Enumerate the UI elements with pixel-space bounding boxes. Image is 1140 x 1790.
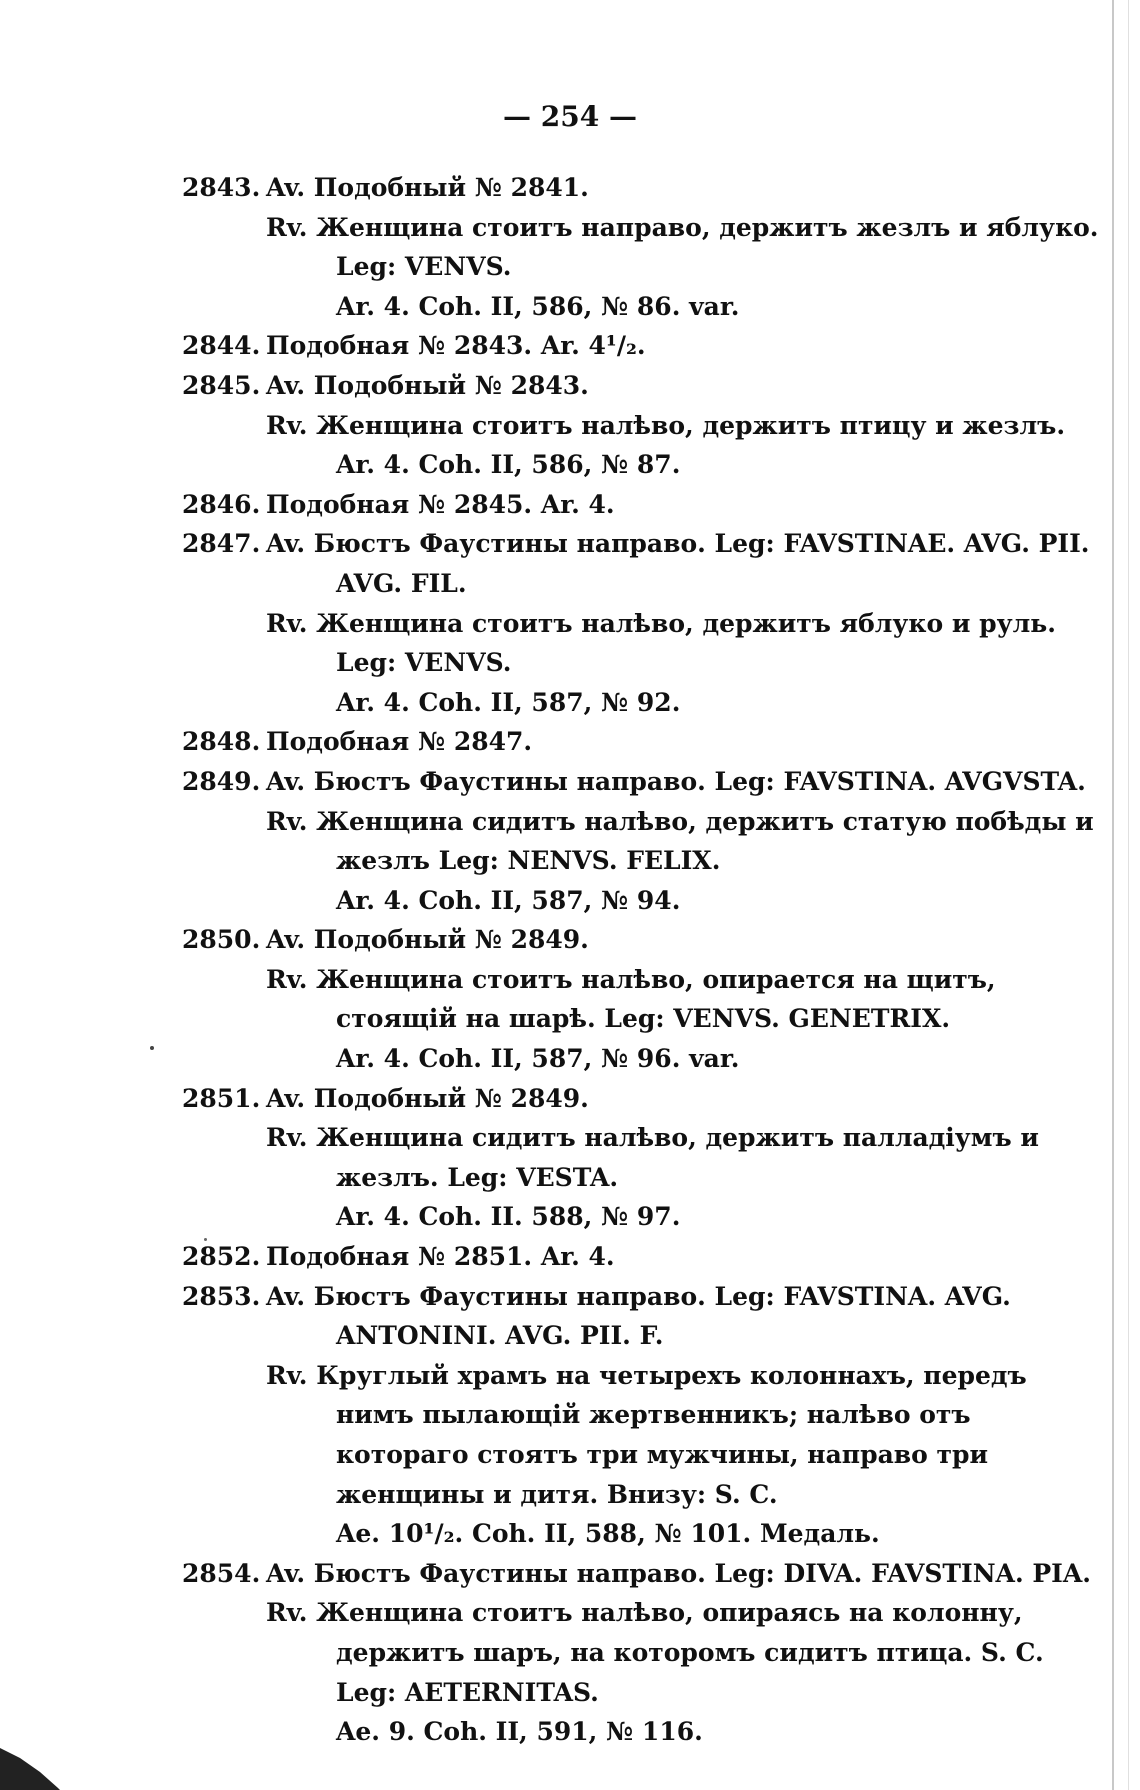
entry-obverse: Av. Подобный № 2849.: [266, 925, 589, 955]
entry-reference: Ae. 10¹/₂. Coh. II, 588, № 101. Медаль.: [336, 1519, 880, 1549]
entry-obverse: Av. Подобный № 2841.: [266, 173, 589, 202]
entry-number: 2850.: [182, 925, 261, 955]
entry-2849: [182, 762, 1104, 920]
entry-reverse: Rv. Круглый храмъ на четырехъ колоннахъ, передъ нимъ пылающій жертвенникъ; налѣво отъ котораго стоятъ три мужчины, направо три женщины и дитя. Внизу: S. C.: [266, 1360, 1027, 1509]
entry-2843: [182, 168, 1104, 326]
page-edge: [1112, 0, 1114, 1790]
entry-2850: [182, 920, 1104, 1078]
entry-obverse: Av. Подобный № 2843.: [266, 370, 589, 400]
entry-obverse: Av. Бюстъ Фаустины направо. Leg: DIVA. FAVSTINA. PIA.: [266, 1558, 1091, 1588]
entry-reverse: Rv. Женщина стоитъ налѣво, опирается на щитъ, стоящій на шарѣ. Leg: VENVS. GENETRIX.: [266, 964, 996, 1034]
entry-number: 2852.: [182, 1242, 261, 1272]
entry-number: 2851.: [182, 1083, 261, 1113]
entry-reverse: Rv. Женщина стоитъ направо, держитъ жезлъ и яблуко. Leg: VENVS.: [266, 212, 1099, 282]
entry-reference: Ar. 4. Coh. II, 587, № 94.: [336, 885, 681, 915]
entry-2854: [182, 1554, 1104, 1752]
entry-text: Подобная № 2847.: [266, 727, 533, 757]
entry-reference: Ar. 4. Coh. II, 586, № 87.: [336, 450, 681, 480]
entry-number: 2844.: [182, 331, 261, 361]
entry-2845: [182, 366, 1104, 485]
entry-2847: [182, 524, 1104, 722]
entry-obverse: Av. Подобный № 2849.: [266, 1083, 589, 1113]
entry-reference: Ae. 9. Coh. II, 591, № 116.: [336, 1717, 703, 1747]
entry-number: 2848.: [182, 727, 261, 757]
entry-text: Подобная № 2845. Ar. 4.: [266, 489, 615, 519]
entry-number: 2849.: [182, 766, 261, 796]
speck-mark: [150, 1046, 154, 1050]
entry-number: 2846.: [182, 489, 261, 519]
entry-obverse: Av. Бюстъ Фаустины направо. Leg: FAVSTINAE. AVG. PII. AVG. FIL.: [266, 529, 1090, 598]
entry-2853: [182, 1277, 1104, 1554]
entry-reference: Ar. 4. Coh. II, 587, № 92.: [336, 687, 681, 717]
entry-number: 2854.: [182, 1558, 261, 1588]
entry-obverse: Av. Бюстъ Фаустины направо. Leg: FAVSTINA. AVGVSTA.: [266, 766, 1086, 796]
page-edge-inner: [1128, 0, 1129, 1790]
entry-reverse: Rv. Женщина стоитъ налѣво, держитъ птицу и жезлъ.: [266, 410, 1066, 440]
entry-2851: [182, 1079, 1104, 1237]
entry-reference: Ar. 4. Coh. II. 588, № 97.: [336, 1202, 681, 1232]
entry-reference: Ar. 4. Coh. II, 587, № 96. var.: [336, 1044, 740, 1074]
entry-2852: [182, 1237, 1104, 1277]
entry-text: Подобная № 2843. Ar. 4¹/₂.: [266, 331, 646, 361]
entry-reverse: Rv. Женщина стоитъ налѣво, держитъ яблуко и руль. Leg: VENVS.: [266, 608, 1056, 678]
entry-number: 2843.: [182, 173, 261, 202]
corner-scan-artifact: [0, 1740, 60, 1790]
entry-number: 2853.: [182, 1281, 261, 1311]
entry-reverse: Rv. Женщина стоитъ налѣво, опираясь на колонну, держитъ шаръ, на которомъ сидитъ птица. S. C. Leg: AETERNITAS.: [266, 1598, 1044, 1707]
entry-number: 2847.: [182, 529, 261, 559]
entry-reference: Ar. 4. Coh. II, 586, № 86. var.: [336, 291, 740, 321]
entry-reverse: Rv. Женщина сидитъ налѣво, держитъ палладіумъ и жезлъ. Leg: VESTA.: [266, 1123, 1039, 1192]
entry-2844: [182, 326, 1104, 366]
entry-reverse: Rv. Женщина сидитъ налѣво, держитъ статую побѣды и жезлъ Leg: NENVS. FELIX.: [266, 806, 1094, 876]
entry-text: Подобная № 2851. Ar. 4.: [266, 1242, 615, 1272]
entry-obverse: Av. Бюстъ Фаустины направо. Leg: FAVSTINA. AVG. ANTONINI. AVG. PII. F.: [266, 1281, 1011, 1351]
entry-number: 2845.: [182, 370, 261, 400]
speck-mark: [204, 1238, 207, 1241]
page-number: — 254 —: [503, 100, 637, 133]
catalog-entries: [182, 168, 1104, 1752]
entry-2846: [182, 485, 1104, 525]
entry-2848: [182, 722, 1104, 762]
